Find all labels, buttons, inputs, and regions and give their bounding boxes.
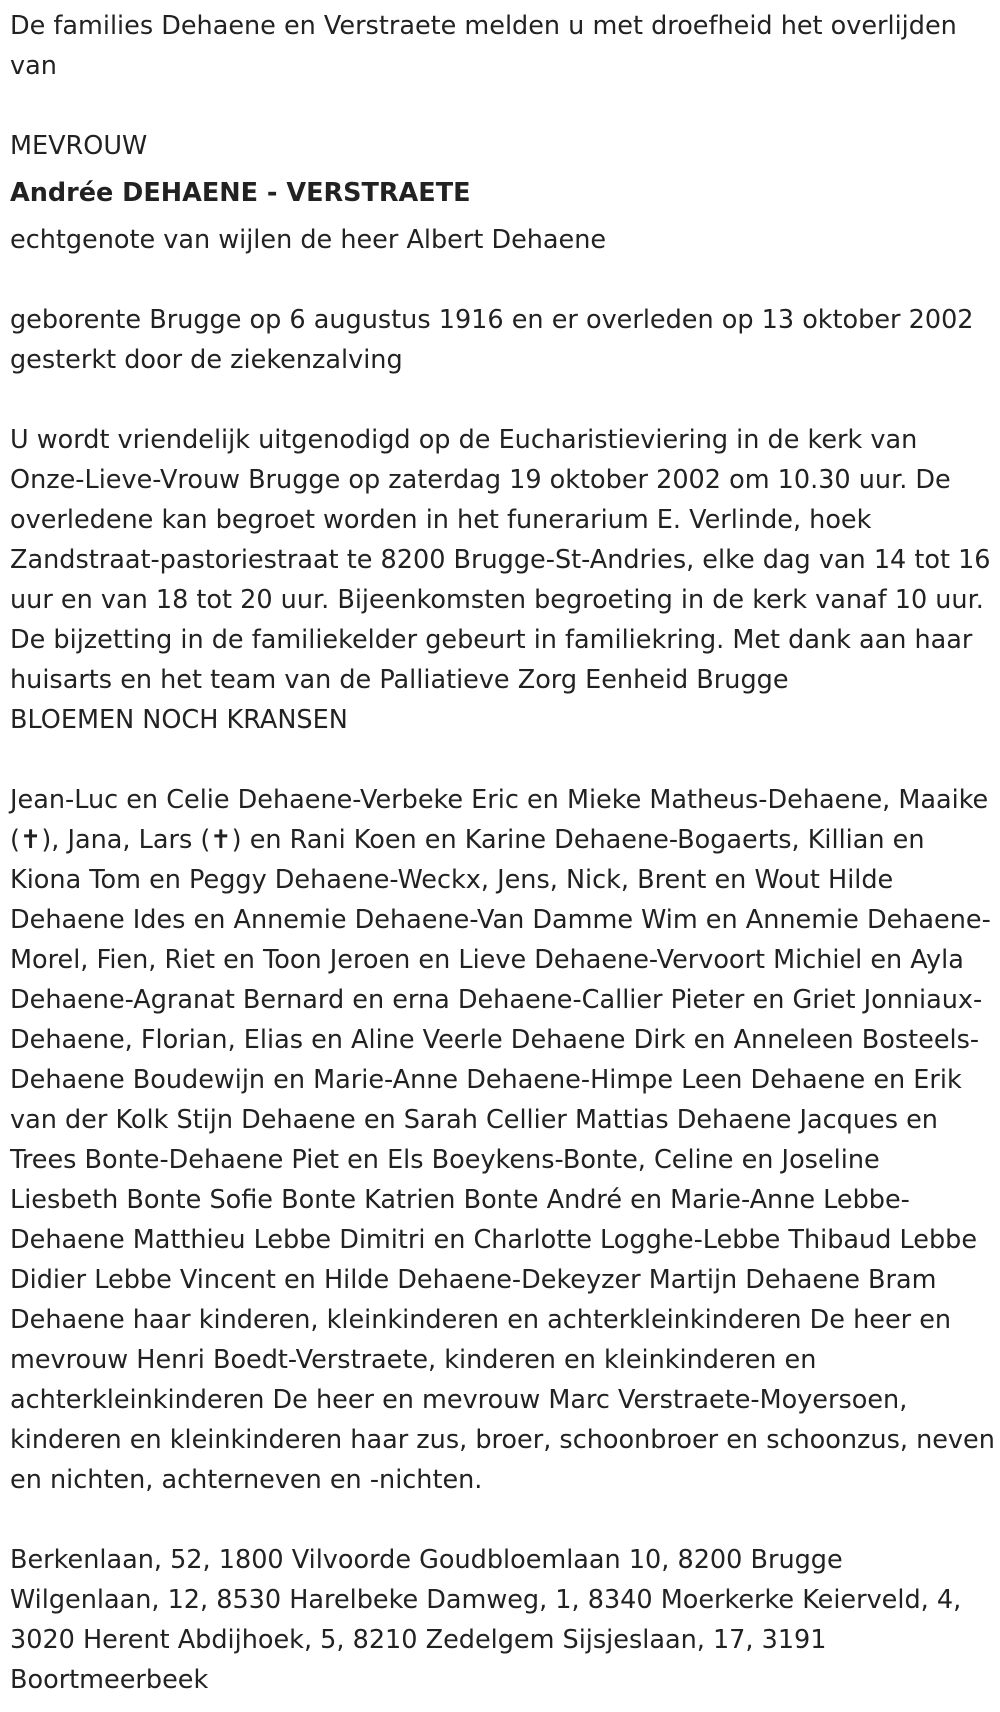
spouse-text: echtgenote van wijlen de heer Albert Dehaene	[10, 225, 607, 255]
spacer	[10, 260, 995, 300]
deceased-name: Andrée DEHAENE - VERSTRAETE	[10, 178, 471, 208]
flowers-note: BLOEMEN NOCH KRANSEN	[10, 705, 348, 735]
family-list: Jean-Luc en Celie Dehaene-Verbeke Eric en Mieke Matheus-Dehaene, Maaike (✝), Jana, Lars (✝) en Rani Koen en Karine Dehaene-Bogaerts, Killian en Kiona Tom en Peggy Dehaene-Weckx, Jens, Nick, Brent en Wout Hilde Dehaene Ides en Annemie Dehaene-Van Damme Wim en Annemie Dehaene-Morel, Fien, Riet en Toon Jeroen en Lieve Dehaene-Vervoort Michiel en Ayla Dehaene-Agranat Bernard en erna Dehaene-Callier Pieter en Griet Jonniaux-Dehaene, Florian, Elias en Aline Veerle Dehaene Dirk en Anneleen Bosteels-Dehaene Boudewijn en Marie-Anne Dehaene-Himpe Leen Dehaene en Erik van der Kolk Stijn Dehaene en Sarah Cellier Mattias Dehaene Jacques en Trees Bonte-Dehaene Piet en Els Boeykens-Bonte, Celine en Joseline Liesbeth Bonte Sofie Bonte Katrien Bonte André en Marie-Anne Lebbe-Dehaene Matthieu Lebbe Dimitri en Charlotte Logghe-Lebbe Thibaud Lebbe Didier Lebbe Vincent en Hilde Dehaene-Dekeyzer Martijn Dehaene Bram Dehaene haar kinderen, kleinkinderen en achterkleinkinderen De heer en mevrouw Henri Boedt-Verstraete, kinderen en kleinkinderen en achterkleinkinderen De heer en mevrouw Marc Verstraete-Moyersoen, kinderen en kleinkinderen haar zus, broer, schoonbroer en schoonzus, neven en nichten, achterneven en -nichten.	[10, 785, 995, 1495]
spacer	[10, 740, 995, 780]
intro-text: De families Dehaene en Verstraete melden u met droefheid het overlijden van	[10, 11, 957, 81]
spacer	[10, 86, 995, 126]
birth-death-text: geborente Brugge op 6 augustus 1916 en er overleden op 13 oktober 2002 gesterkt door de ziekenzalving	[10, 305, 974, 375]
spacer	[10, 1500, 995, 1540]
honorific: MEVROUW	[10, 131, 148, 161]
obituary-notice	[10, 6, 995, 1700]
spacer	[10, 380, 995, 420]
ceremony-text: U wordt vriendelijk uitgenodigd op de Eucharistieviering in de kerk van Onze-Lieve-Vrouw Brugge op zaterdag 19 oktober 2002 om 10.30 uur. De overledene kan begroet worden in het funerarium E. Verlinde, hoek Zandstraat-pastoriestraat te 8200 Brugge-St-Andries, elke dag van 14 tot 16 uur en van 18 tot 20 uur. Bijeenkomsten begroeting in de kerk vanaf 10 uur. De bijzetting in de familiekelder gebeurt in familiekring. Met dank aan haar huisarts en het team van de Palliatieve Zorg Eenheid Brugge	[10, 425, 991, 695]
address-list: Berkenlaan, 52, 1800 Vilvoorde Goudbloemlaan 10, 8200 Brugge Wilgenlaan, 12, 8530 Harelbeke Damweg, 1, 8340 Moerkerke Keierveld, 4, 3020 Herent Abdijhoek, 5, 8210 Zedelgem Sijsjeslaan, 17, 3191 Boortmeerbeek	[10, 1545, 962, 1695]
